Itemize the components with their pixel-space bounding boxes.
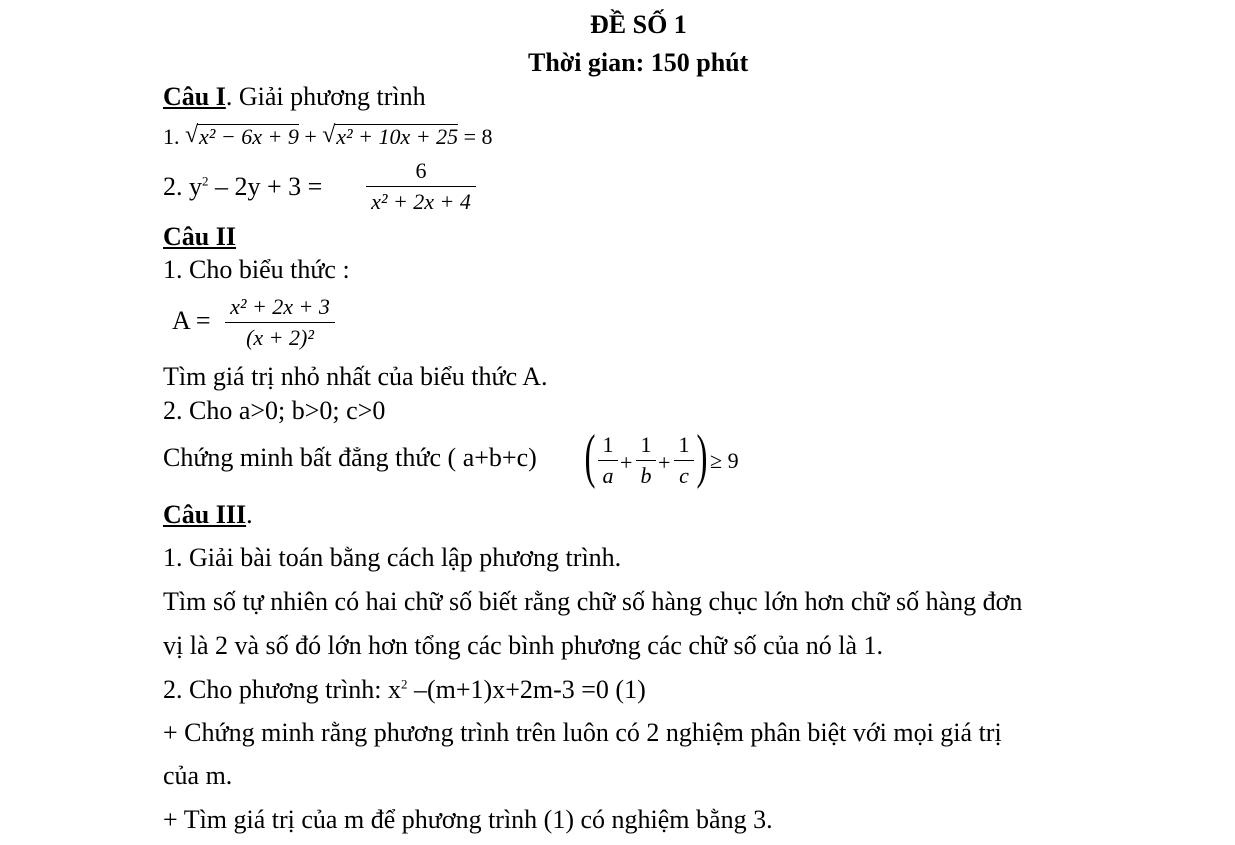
cau2-p1: 1. Cho biểu thức : xyxy=(163,255,350,284)
expr-A-denominator: (x + 2)² xyxy=(246,325,314,350)
cau1-heading: Câu I xyxy=(163,82,226,111)
f1-num: 1 xyxy=(602,432,614,457)
eq1-prefix: 1. xyxy=(163,124,180,149)
right-paren: ) xyxy=(696,423,708,489)
cau3-l4-a: 2. Cho phương trình: x xyxy=(163,675,402,704)
cau3-heading: Câu III xyxy=(163,500,247,529)
page-title: ĐỀ SỐ 1 xyxy=(590,10,687,39)
cau1-equation-2-lhs xyxy=(163,172,322,202)
cau1-equation-1 xyxy=(163,124,493,150)
plus-2: + xyxy=(658,450,671,475)
eq2-rest: – 2y + 3 = xyxy=(208,172,323,201)
cau2-find-min: Tìm giá trị nhỏ nhất của biểu thức A. xyxy=(163,362,548,391)
cau3-heading-rest: . xyxy=(246,500,253,529)
radicand-2: x² + 10x + 25 xyxy=(336,124,459,149)
cau3-line-3: vị là 2 và số đó lớn hơn tổng các bình phương các chữ số của nó là 1. xyxy=(163,631,883,660)
inequality-rhs: ≥ 9 xyxy=(710,448,739,473)
cau3-line-2: Tìm số tự nhiên có hai chữ số biết rằng chữ số hàng chục lớn hơn chữ số hàng đơn xyxy=(163,587,1023,616)
left-paren: ( xyxy=(584,423,596,489)
eq2-exp: 2 xyxy=(202,173,209,189)
eq1-plus: + xyxy=(304,124,317,149)
eq2-fraction xyxy=(366,158,476,215)
cau3-l4-exp: 2 xyxy=(401,676,408,692)
f3-den: c xyxy=(679,463,689,488)
eq2-denominator: x² + 2x + 4 xyxy=(371,189,471,214)
frac-1-over-b xyxy=(636,432,656,489)
time-limit: Thời gian: 150 phút xyxy=(528,48,749,77)
f1-den: a xyxy=(602,463,614,488)
cau3-line-5: + Chứng minh rằng phương trình trên luôn có 2 nghiệm phân biệt với mọi giá trị xyxy=(163,718,1002,747)
cau3-heading-line xyxy=(163,500,253,530)
eq1-rhs: = 8 xyxy=(463,124,493,149)
sqrt-2: √ x² + 10x + 25 xyxy=(322,122,459,149)
cau3-line-7: + Tìm giá trị của m để phương trình (1) có nghiệm bằng 3. xyxy=(163,805,773,834)
eq2-prefix: 2. y xyxy=(163,172,202,201)
cau3-l4-b: –(m+1)x+2m-3 =0 (1) xyxy=(407,675,646,704)
f2-num: 1 xyxy=(640,432,652,457)
cau2-prove: Chứng minh bất đẳng thức ( a+b+c) xyxy=(163,443,537,472)
radicand-1: x² − 6x + 9 xyxy=(199,124,299,149)
plus-1: + xyxy=(620,450,633,475)
expr-A-lhs: A = xyxy=(172,306,211,335)
cau2-heading: Câu II xyxy=(163,222,236,251)
expr-A-numerator: x² + 2x + 3 xyxy=(230,294,330,319)
f3-num: 1 xyxy=(678,432,690,457)
expr-A-fraction xyxy=(225,294,335,351)
eq2-numerator: 6 xyxy=(415,158,427,183)
frac-1-over-a xyxy=(598,432,618,489)
cau3-line-4 xyxy=(163,675,646,705)
cau3-line-1: 1. Giải bài toán bằng cách lập phương trình. xyxy=(163,543,622,572)
frac-1-over-c xyxy=(674,432,694,489)
cau2-p2: 2. Cho a>0; b>0; c>0 xyxy=(163,396,386,425)
cau1-heading-line xyxy=(163,82,426,112)
cau1-heading-rest: . Giải phương trình xyxy=(225,82,426,111)
cau3-line-6: của m. xyxy=(163,761,233,790)
sqrt-1: √ x² − 6x + 9 xyxy=(185,122,299,149)
f2-den: b xyxy=(640,463,652,488)
